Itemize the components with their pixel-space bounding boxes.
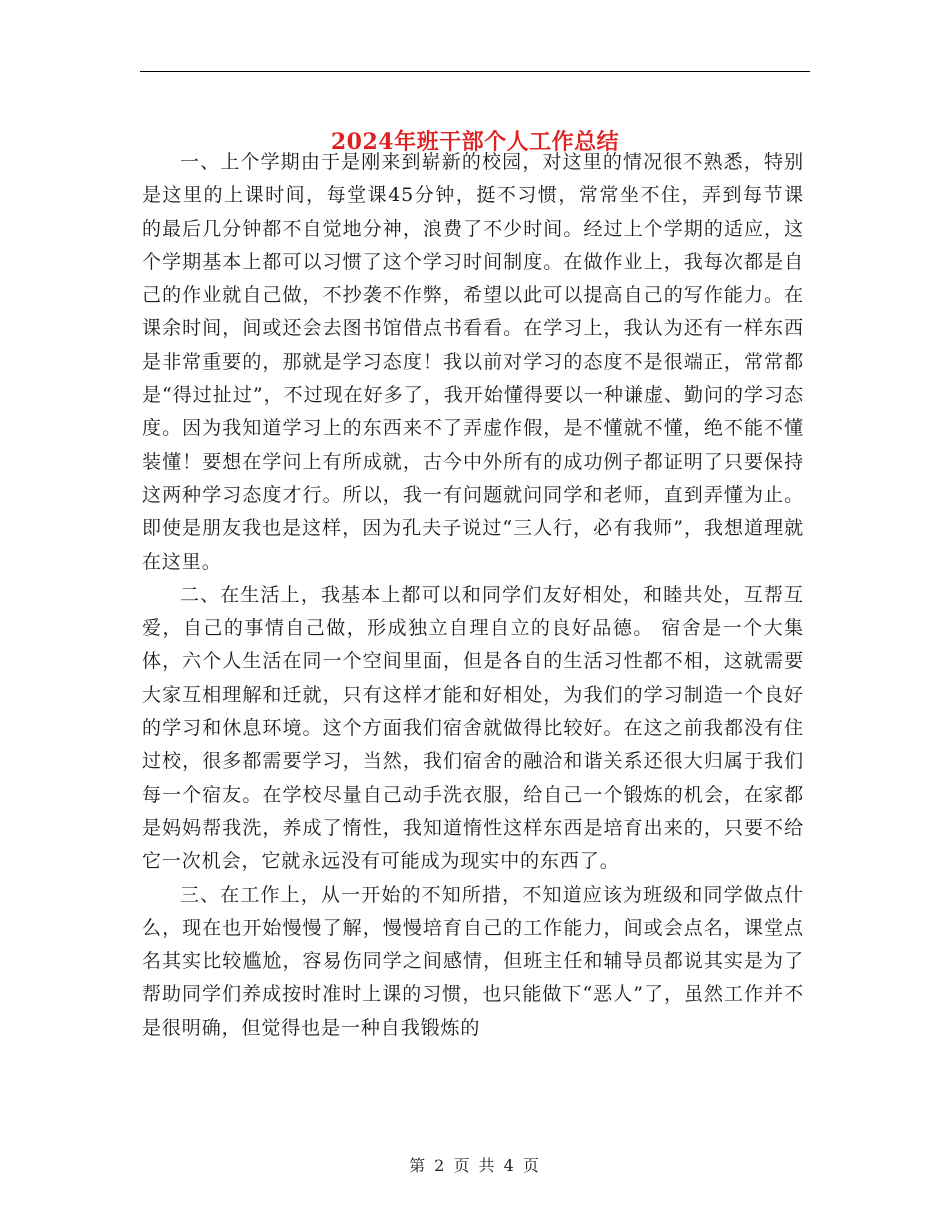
document-title: 2024年班干部个人工作总结 bbox=[330, 128, 620, 155]
paragraph-study: 一、上个学期由于是刚来到崭新的校园，对这里的情况很不熟悉，特别是这里的上课时间，每堂课45分钟，挺不习惯，常常坐不住，弄到每节课的最后几分钟都不自觉地分神，浪费了不少时间。经过上个学期的适应，这个学期基本上都可以习惯了这个学习时间制度。在做作业上，我每次都是自己的作业就自己做，不抄袭不作弊，希望以此可以提高自己的写作能力。在课余时间，间或还会去图书馆借点书看看。在学习上，我认为还有一样东西是非常重要的，那就是学习态度！我以前对学习的态度不是很端正，常常都是“得过扯过”，不过现在好多了，我开始懂得要以一种谦虚、勤问的学习态度。因为我知道学习上的东西来不了弄虚作假，是不懂就不懂，绝不能不懂装懂！要想在学问上有所成就，古今中外所有的成功例子都证明了只要保持这两种学习态度才行。所以，我一有问题就问同学和老师，直到弄懂为止。即使是朋友我也是这样，因为孔夫子说过“三人行，必有我师”，我想道理就在这里。 bbox=[142, 151, 804, 573]
paragraph-work: 三、在工作上，从一开始的不知所措，不知道应该为班级和同学做点什么，现在也开始慢慢了解，慢慢培育自己的工作能力，间或会点名，课堂点名其实比较尴尬，容易伤同学之间感情，但班主任和辅导员都说其实是为了帮助同学们养成按时准时上课的习惯，也只能做下“恶人”了，虽然工作并不是很明确，但觉得也是一种自我锻炼的 bbox=[142, 883, 804, 1039]
header-rule bbox=[140, 71, 810, 72]
document-body bbox=[142, 146, 804, 1045]
page-number: 第 2 页 共 4 页 bbox=[409, 1156, 541, 1175]
paragraph-life: 二、在生活上，我基本上都可以和同学们友好相处，和睦共处，互帮互爱，自己的事情自己做，形成独立自理自立的良好品德。 宿舍是一个大集体，六个人生活在同一个空间里面，但是各自的生活习性都不相，这就需要大家互相理解和迁就，只有这样才能和好相处，为我们的学习制造一个良好的学习和休息环境。这个方面我们宿舍就做得比较好。在这之前我都没有住过校，很多都需要学习，当然，我们宿舍的融洽和谐关系还很大归属于我们每一个宿友。在学校尽量自己动手洗衣服，给自己一个锻炼的机会，在家都是妈妈帮我洗，养成了惰性，我知道惰性这样东西是培育出来的，只要不给它一次机会，它就永远没有可能成为现实中的东西了。 bbox=[142, 583, 804, 873]
